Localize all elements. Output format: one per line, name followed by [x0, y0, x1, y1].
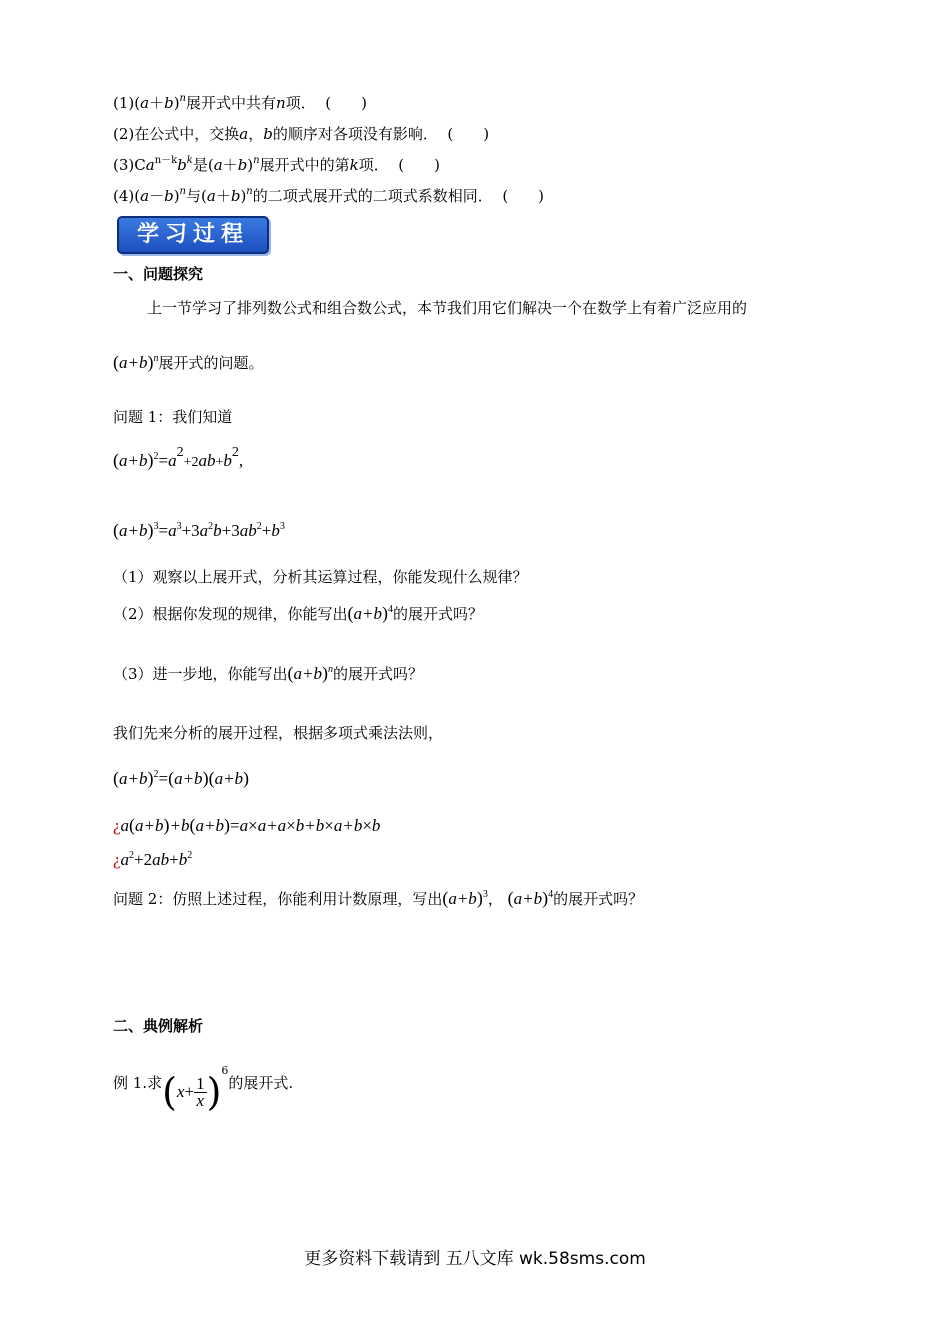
section-heading-1: 一、问题探究 [113, 265, 204, 283]
judge-item-4: $(4)(a-b)^n$与$(a+b)^n$的二项式展开式的二项式系数相同． ( ) [113, 186, 545, 205]
formula-expand-3: ¿$a^2+2ab+b^2$ [113, 850, 193, 869]
formula-expand-2: ¿a(a+b)+b(a+b)=a×a+a×b+b×a+b×b [113, 815, 381, 835]
question-2: 问题 2：仿照上述过程，你能利用计数原理，写出$(a+b)^3$， $(a+b)^4$的展开式吗？ [113, 888, 644, 908]
formula-square: $(a+b)^2=a^2+2ab+b^2$, [113, 445, 244, 470]
section-heading-2: 二、典例解析 [113, 1017, 204, 1035]
footer-link-text: 更多资料下载请到 五八文库 wk.58sms.com [304, 1249, 646, 1269]
fraction-1-over-x: $\frac{1}{x}$ [196, 1073, 205, 1110]
analysis-text: 我们先来分析的展开过程，根据多项式乘法法则， [113, 724, 444, 742]
section-badge: 学习过程 [117, 216, 269, 254]
sub-question-2: （2）根据你发现的规律，你能写出$(a+b)^4$的展开式吗？ [113, 603, 484, 623]
judge-item-1: $(1)(a+b)^n$展开式中共有n项． ( ) [113, 93, 367, 112]
math-a-plus-b-n: $(a+b)^n$ [113, 352, 159, 372]
sub-question-3: （3）进一步地，你能写出$(a+b)^n$的展开式吗？ [113, 663, 424, 683]
intro-tail: $(a+b)^n$展开式的问题。 [113, 352, 264, 372]
judge-item-3: $(3)Ca^{n-k}b^k$是$(a+b)^n$展开式中的第k项． ( ) [113, 155, 440, 174]
sub-question-1: （1）观察以上展开式，分析其运算过程，你能发现什么规律？ [113, 568, 528, 586]
example-1: 例 1.求(x+ $\frac{1}{x}$ )$^6$的展开式. [113, 1064, 294, 1114]
intro-paragraph: 上一节学习了排列数公式和组合数公式，本节我们用它们解决一个在数学上有着广泛应用的 [147, 299, 748, 317]
formula-cube: $(a+b)^3=a^3+3a^2b+3ab^2+b^3$ [113, 520, 285, 540]
judge-item-2: (2)在公式中，交换a，b的顺序对各项没有影响． ( ) [113, 125, 490, 143]
question-1: 问题 1：我们知道 [113, 408, 233, 426]
formula-expand-1: $(a+b)^2=(a+b)(a+b)$ [113, 768, 250, 788]
